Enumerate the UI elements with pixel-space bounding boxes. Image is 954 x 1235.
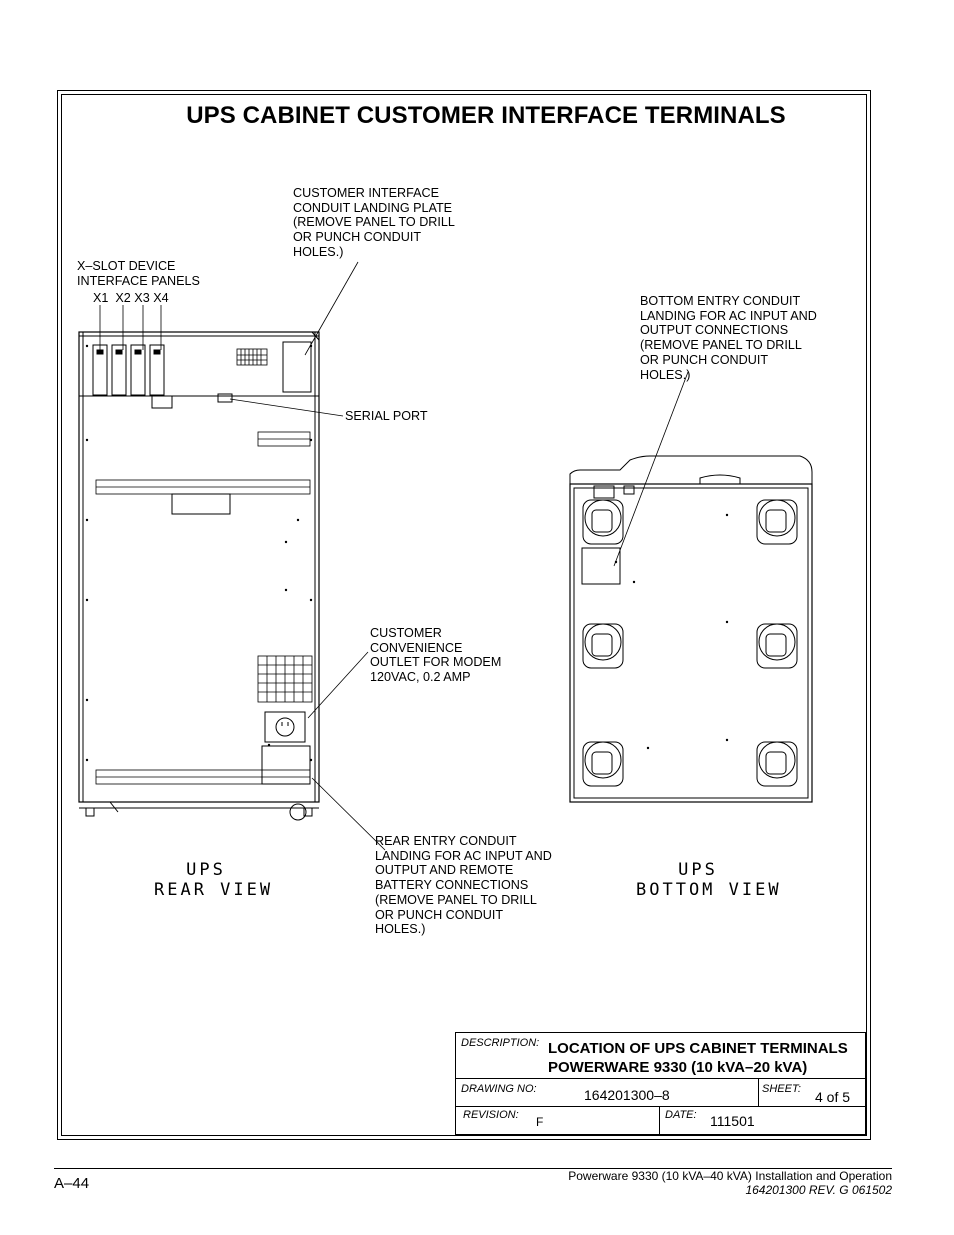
drawing-no-label: DRAWING NO: bbox=[461, 1083, 537, 1095]
callout-rear-entry: REAR ENTRY CONDUIT LANDING FOR AC INPUT AND OUTPUT AND REMOTE BATTERY CONNECTIONS (REMOVE PANEL TO DRILL OR PUNCH CONDUIT HOLES.) bbox=[375, 834, 552, 937]
footer-revision: 164201300 REV. G 061502 bbox=[745, 1182, 892, 1197]
sheet-value: 4 of 5 bbox=[815, 1089, 851, 1105]
footer-meta bbox=[568, 1170, 892, 1197]
drawing-no-value: 164201300–8 bbox=[584, 1087, 670, 1103]
description-label: DESCRIPTION: bbox=[461, 1037, 540, 1049]
page-number: A–44 bbox=[54, 1175, 90, 1192]
date-value: 111501 bbox=[710, 1113, 755, 1129]
view-label-bottom: UPS BOTTOM VIEW bbox=[636, 860, 782, 900]
view-label-rear: UPS REAR VIEW bbox=[154, 860, 274, 900]
callout-xslot-ids: X1 X2 X3 X4 bbox=[93, 291, 169, 305]
callout-xslot: X–SLOT DEVICE INTERFACE PANELS bbox=[77, 259, 200, 288]
caster-wheels bbox=[583, 500, 797, 786]
leader-lines-rear bbox=[100, 262, 385, 850]
ups-rear-view bbox=[79, 332, 319, 820]
date-label: DATE: bbox=[665, 1109, 697, 1121]
callout-conduit-plate: CUSTOMER INTERFACE CONDUIT LANDING PLATE (REMOVE PANEL TO DRILL OR PUNCH CONDUIT HOLES.) bbox=[293, 186, 455, 259]
footer-manual-title: Powerware 9330 (10 kVA–40 kVA) Installation and Operation bbox=[568, 1169, 892, 1183]
revision-value: F bbox=[536, 1115, 544, 1129]
description-value: LOCATION OF UPS CABINET TERMINALS POWERWARE 9330 (10 kVA–20 kVA) bbox=[548, 1040, 848, 1076]
revision-label: REVISION: bbox=[463, 1109, 519, 1121]
callout-serial-port: SERIAL PORT bbox=[345, 409, 428, 423]
sheet-label: SHEET: bbox=[762, 1083, 801, 1095]
callout-bottom-entry: BOTTOM ENTRY CONDUIT LANDING FOR AC INPUT AND OUTPUT CONNECTIONS (REMOVE PANEL TO DRILL OR PUNCH CONDUIT HOLES.) bbox=[640, 294, 817, 382]
title-block bbox=[455, 1032, 866, 1135]
drawing-title: UPS CABINET CUSTOMER INTERFACE TERMINALS bbox=[186, 102, 786, 129]
ups-bottom-view bbox=[570, 456, 812, 802]
leader-line-bottom bbox=[614, 372, 688, 566]
callout-outlet: CUSTOMER CONVENIENCE OUTLET FOR MODEM 120VAC, 0.2 AMP bbox=[370, 626, 502, 685]
